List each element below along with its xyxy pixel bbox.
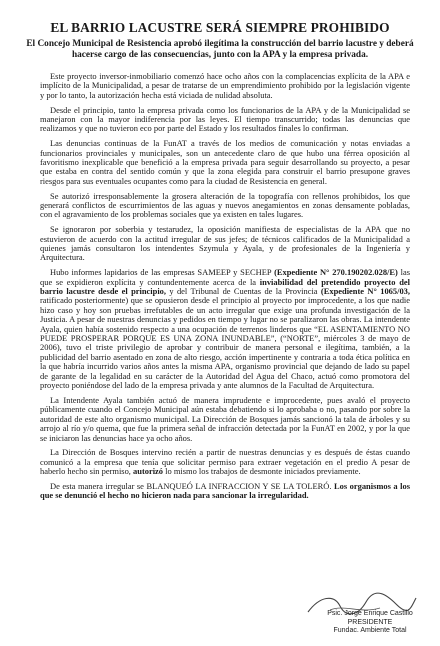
paragraph-6-text-g: ratificado posteriormente) que se opusieron desde el principio al proyecto por improcedente, a los que nadie hizo caso y hoy son pruebas irrefutables de un acto irregular que exige una profunda investigación de la Justicia. A pesar de nuestras denuncias y pedidos en tiempo y lugar no se paralizaron las obras. La intendente Ayala, quien había sostenido respecto a una ocupación de terrenos linderos que “EL ASENTAMIENTO NO PUEDE PROSPERAR PORQUE ES UNA ZONA INUNDABLE”, (“NORTE”, miércoles 3 de mayo de 2006), tuvo el triste privilegio de aprobar y contribuir de manera personal e ilegítima, también, a la publicidad del barrio asentado en zona de alto riesgo, acción impertinente y contraria a toda ética política en la que habría incurrido varios años antes la misma APA, organismo provincial que dejando de lado su papel de garante de la legalidad en su carácter de la Autoridad del Agua del Chaco, actuó como promotora del proyecto poniéndose del lado de la empresa privada y ante alumnos de la Facultad de Arquitectura.: [40, 295, 410, 391]
expediente-tribunal: (Expediente N° 1065/03,: [320, 285, 410, 296]
signature-block: [305, 610, 435, 636]
signature-org: Fundac. Ambiente Total: [333, 627, 407, 634]
paragraph-1: Este proyecto inversor-inmobiliario comenzó hace ocho años con la complacencias explícita de la APA e implícito de la Municipalidad, a pesar de tratarse de un emprendimiento prohibido por la legislación vigente y por lo tanto, la autorización hecha está viciada de nulidad absoluta.: [40, 71, 410, 100]
signature-name: Psic. Jorge Enrique Castillo: [327, 610, 413, 617]
paragraph-5: Se ignoraron por soberbia y testarudez, la oposición manifiesta de especialistas de la APA que no estuvieron de acuerdo con la actitud irregular de sus jefes; de técnicos calificados de la Municipalidad a quienes jamás consultaron los intendentes Szymula y Ayala, y de profesionales de la Ingeniería y Arquitectura.: [40, 224, 410, 263]
paragraph-8-text-c: lo mismo los trabajos de desmonte iniciados previamente.: [163, 466, 361, 477]
conclusion-highlight: Los organismos a los que se denunció el hecho no hicieron nada para sancionar la irregularidad.: [40, 480, 410, 501]
page-subtitle: El Concejo Municipal de Resistencia aprobó ilegítima la construcción del barrio lacustre y deberá hacerse cargo de las consecuencias, junto con la APA y la empresa privada.: [26, 39, 414, 60]
page-title: EL BARRIO LACUSTRE SERÁ SIEMPRE PROHIBIDO: [50, 20, 390, 35]
document-body: [40, 72, 410, 501]
paragraph-6-text-c: las que se expidieron explícita y contundentemente acerca de la: [40, 267, 410, 287]
paragraph-7: La Intendente Ayala también actuó de manera imprudente e improcedente, pues avaló el proyecto públicamente cuando el Concejo Municipal aún estaba debatiendo si lo aprobaba o no, pasando por sobre la autoridad de este alto organismo municipal. La Dirección de Bosques jamás sancionó la tala de árboles y su arrojo al río y/o quema, que fue la primera señal de infracción detectada por la FunAT en 2002, y por la que se iniciaron las denuncias hace ya ocho años.: [40, 394, 410, 443]
paragraph-6-text-e: y del Tribunal de Cuentas de la Provincia: [166, 285, 321, 296]
signature-role: PRESIDENTE: [347, 618, 393, 626]
paragraph-8-text-a: La Dirección de Bosques intervino recién a partir de nuestras denuncias y es después de éstas cuando comunicó a la empresa que tenía que solicitar permiso para extraer vegetación en el predio A pesar de haberlo hecho sin permiso,: [40, 447, 410, 477]
paragraph-2: Desde el principio, tanto la empresa privada como los funcionarios de la APA y de la Municipalidad se manejaron con la mayor indiferencia por las leyes. El tiempo transcurrido; todas las denuncias que realizamos y que no tuvieron eco por parte del Estado y los resultados finales lo confirman.: [40, 104, 410, 134]
inviabilidad-highlight: inviabilidad del pretendido proyecto del barrio lacustre desde el principio,: [40, 276, 410, 296]
autorizo-highlight: autorizó: [133, 466, 164, 477]
paragraph-4: Se autorizó irresponsablemente la grosera alteración de la topografía con rellenos prohibidos, los que generará conflictos de escurrimientos de las aguas y nuevos anegamientos en zonas densamente pobladas, con el agravamiento de los problemas sociales que ya existen en tales lugares.: [40, 190, 410, 220]
paragraph-8: [40, 448, 410, 476]
paragraph-3: Las denuncias continuas de la FunAT a través de los medios de comunicación y notas enviadas a funcionarios provinciales y municipales, son un antecedente claro de que hubo una férrea oposición al favoritismo inexplicable que benefició a la empresa privada para seguir desarrollando su proyecto, a pesar que estaba en contra del sentido común y que la zona elegida para construir el barrio presupone graves riesgos para sus eventuales ocupantes como para la ciudad de Resistencia en general.: [40, 138, 410, 186]
paragraph-6: [40, 268, 410, 390]
expediente-sameep: (Expediente N° 270.190202.028/E): [274, 267, 398, 278]
paragraph-6-text-a: Hubo informes lapidarios de las empresas SAMEEP y SECHEP: [50, 267, 275, 278]
paragraph-9-text-a: De esta manera irregular se BLANQUEÓ LA INFRACCION Y SE LA TOLERÓ.: [50, 480, 334, 491]
paragraph-9: [40, 482, 410, 501]
